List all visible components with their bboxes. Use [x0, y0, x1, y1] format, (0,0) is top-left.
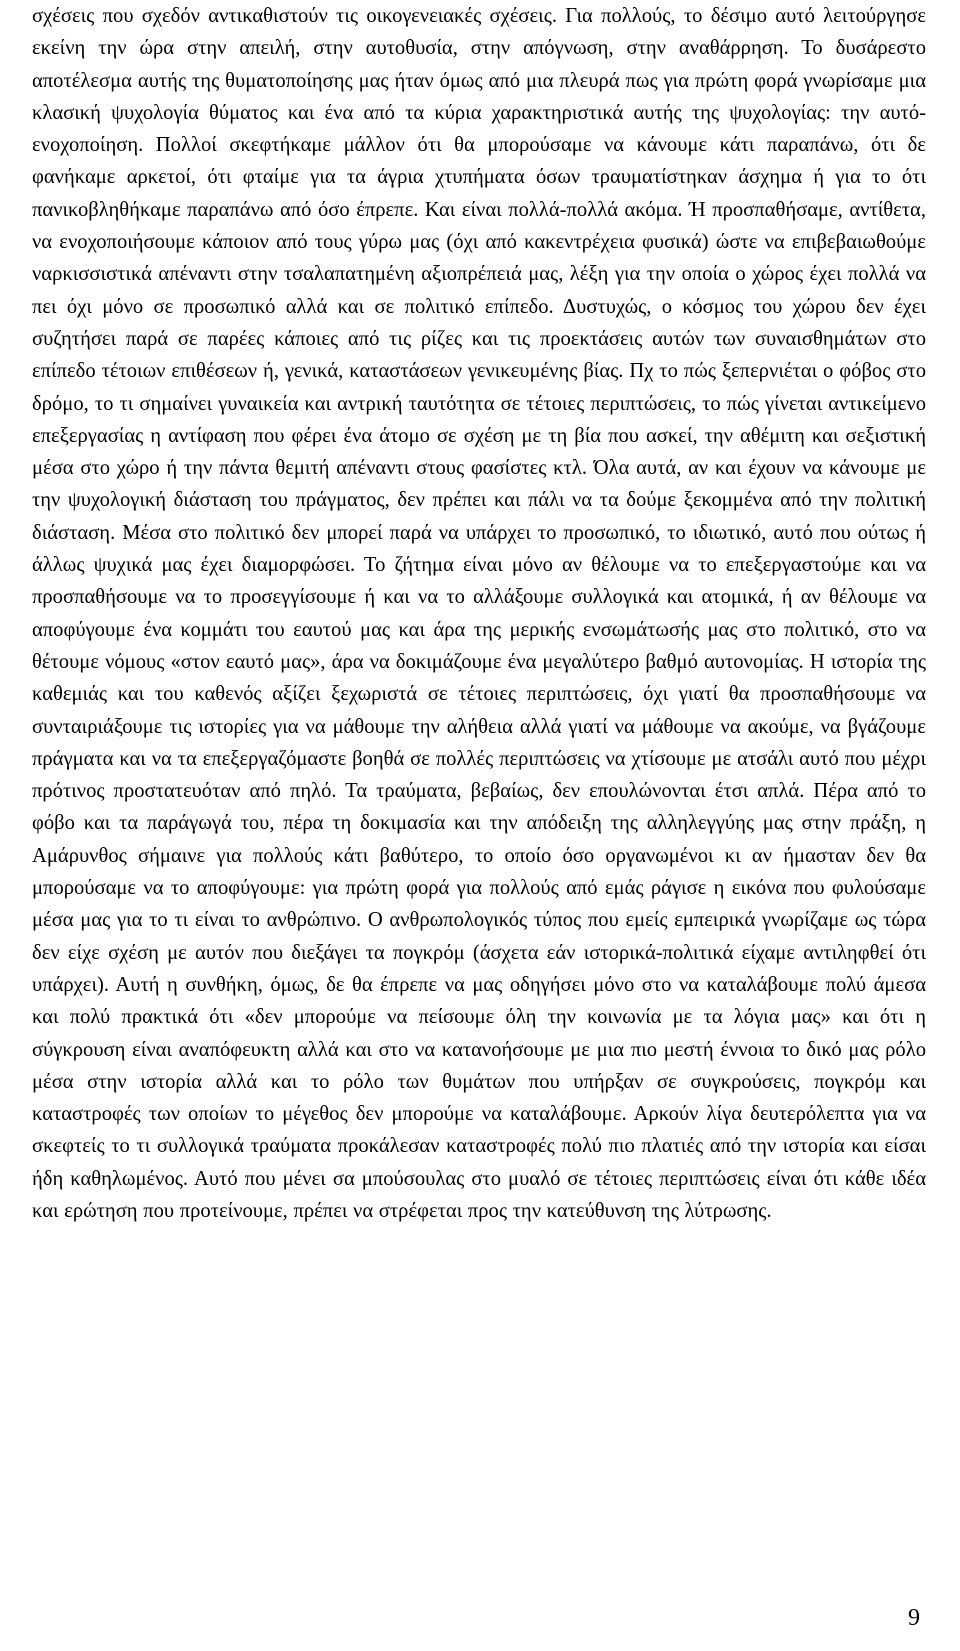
page-number: 9 — [908, 1605, 920, 1631]
body-paragraph: σχέσεις που σχεδόν αντικαθιστούν τις οικογενειακές σχέσεις. Για πολλούς, το δέσιμο αυτό λειτούργησε εκείνη την ώρα στην απειλή, στην αυτοθυσία, στην απόγνωση, στην αναθάρρηση. Το δυσάρεστο αποτέλεσμα αυτής της θυματοποίησης μας ήταν όμως από μια πλευρά πως για πρώτη φορά γνωρίσαμε μια κλασική ψυχολογία θύματος και ένα από τα κύρια χαρακτηριστικά αυτής της ψυχολογίας: την αυτό-ενοχοποίηση. Πολλοί σκεφτήκαμε μάλλον ότι θα μπορούσαμε να κάνουμε κάτι παραπάνω, ότι δε φανήκαμε αρκετοί, ότι φταίμε για τα άγρια χτυπήματα όσων τραυματίστηκαν άσχημα ή για το ότι πανικοβληθήκαμε παραπάνω από όσο έπρεπε. Και είναι πολλά-πολλά ακόμα. Ή προσπαθήσαμε, αντίθετα, να ενοχοποιήσουμε κάποιον από τους γύρω μας (όχι από κακεντρέχεια φυσικά) ώστε να επιβεβαιωθούμε ναρκισσιστικά απέναντι στην τσαλαπατημένη αξιοπρέπειά μας, λέξη για την οποία ο χώρος έχει πολλά να πει όχι μόνο σε προσωπικό αλλά και σε πολιτικό επίπεδο. Δυστυχώς, ο κόσμος του χώρου δεν έχει συζητήσει παρά σε παρέες κάποιες από τις ρίζες και τις προεκτάσεις αυτών των συναισθημάτων στο επίπεδο τέτοιων επιθέσεων ή, γενικά, καταστάσεων γενικευμένης βίας. Πχ το πώς ξεπερνιέται ο φόβος στο δρόμο, το τι σημαίνει γυναικεία και αντρική ταυτότητα σε τέτοιες περιπτώσεις, το πώς γίνεται αντικείμενο επεξεργασίας η αντίφαση που φέρει ένα άτομο σε σχέση με τη βία που ασκεί, την αθέμιτη και σεξιστική μέσα στο χώρο ή την πάντα θεμιτή απέναντι στους φασίστες κτλ. Όλα αυτά, αν και έχουν να κάνουμε με την ψυχολογική διάσταση του πράγματος, δεν πρέπει και πάλι να τα δούμε ξεκομμένα από την πολιτική διάσταση. Μέσα στο πολιτικό δεν μπορεί παρά να υπάρχει το προσωπικό, το ιδιωτικό, αυτό που ούτως ή άλλως ψυχικά μας έχει διαμορφώσει. Το ζήτημα είναι μόνο αν θέλουμε να το επεξεργαστούμε και να προσπαθήσουμε να το προσεγγίσουμε ή και να το αλλάξουμε συλλογικά και ατομικά, ή αν θέλουμε να αποφύγουμε ένα κομμάτι του εαυτού μας και άρα της μερικής ενσωμάτωσής μας στο πολιτικό, στο να θέτουμε νόμους «στον εαυτό μας», άρα να δοκιμάζουμε ένα μεγαλύτερο βαθμό αυτονομίας. Η ιστορία της καθεμιάς και του καθενός αξίζει ξεχωριστά σε τέτοιες περιπτώσεις, όχι γιατί θα προσπαθήσουμε να συνταιριάξουμε τις ιστορίες για να μάθουμε την αλήθεια αλλά γιατί να μάθουμε να ακούμε, να βγάζουμε πράγματα και να τα επεξεργαζόμαστε βοηθά σε πολλές περιπτώσεις να χτίσουμε με ατσάλι αυτό που μέχρι πρότινος προστατευόταν από πηλό. Τα τραύματα, βεβαίως, δεν επουλώνονται έτσι απλά. Πέρα από το φόβο και τα παράγωγά του, πέρα τη δοκιμασία και την απόδειξη της αλληλεγγύης μας στην πράξη, η Αμάρυνθος σήμαινε για πολλούς κάτι βαθύτερο, το οποίο όσο οργανωμένοι κι αν ήμασταν δεν θα μπορούσαμε να το αποφύγουμε: για πρώτη φορά για πολλούς από εμάς ράγισε η εικόνα που φυλούσαμε μέσα μας για το τι είναι το ανθρώπινο. Ο ανθρωπολογικός τύπος που εμείς εμπειρικά γνωρίζαμε ως τώρα δεν είχε σχέση με αυτόν που διεξάγει τα πογκρόμ (άσχετα εάν ιστορικά-πολιτικά είχαμε αντιληφθεί ότι υπάρχει). Αυτή η συνθήκη, όμως, δε θα έπρεπε να μας οδηγήσει μόνο στο να καταλάβουμε πολύ άμεσα και πολύ πρακτικά ότι «δεν μπορούμε να πείσουμε όλη την κοινωνία με τα λόγια μας» και ότι η σύγκρουση είναι αναπόφευκτη αλλά και στο να κατανοήσουμε με μια πιο μεστή έννοια το δικό μας ρόλο μέσα στην ιστορία αλλά και το ρόλο των θυμάτων που υπήρξαν σε συγκρούσεις, πογκρόμ και καταστροφές των οποίων το μέγεθος δεν μπορούμε να καταλάβουμε. Αρκούν λίγα δευτερόλεπτα για να σκεφτείς το τι συλλογικά τραύματα προκάλεσαν καταστροφές πολύ πιο πλατιές από την ιστορία και είσαι ήδη καθηλωμένος. Αυτό που μένει σα μπούσουλας στο μυαλό σε τέτοιες περιπτώσεις είναι ότι κάθε ιδέα και ερώτηση που προτείνουμε, πρέπει να στρέφεται προς την κατεύθυνση της λύτρωσης. — [32, 5, 926, 1222]
body-text-block — [32, 0, 926, 1227]
